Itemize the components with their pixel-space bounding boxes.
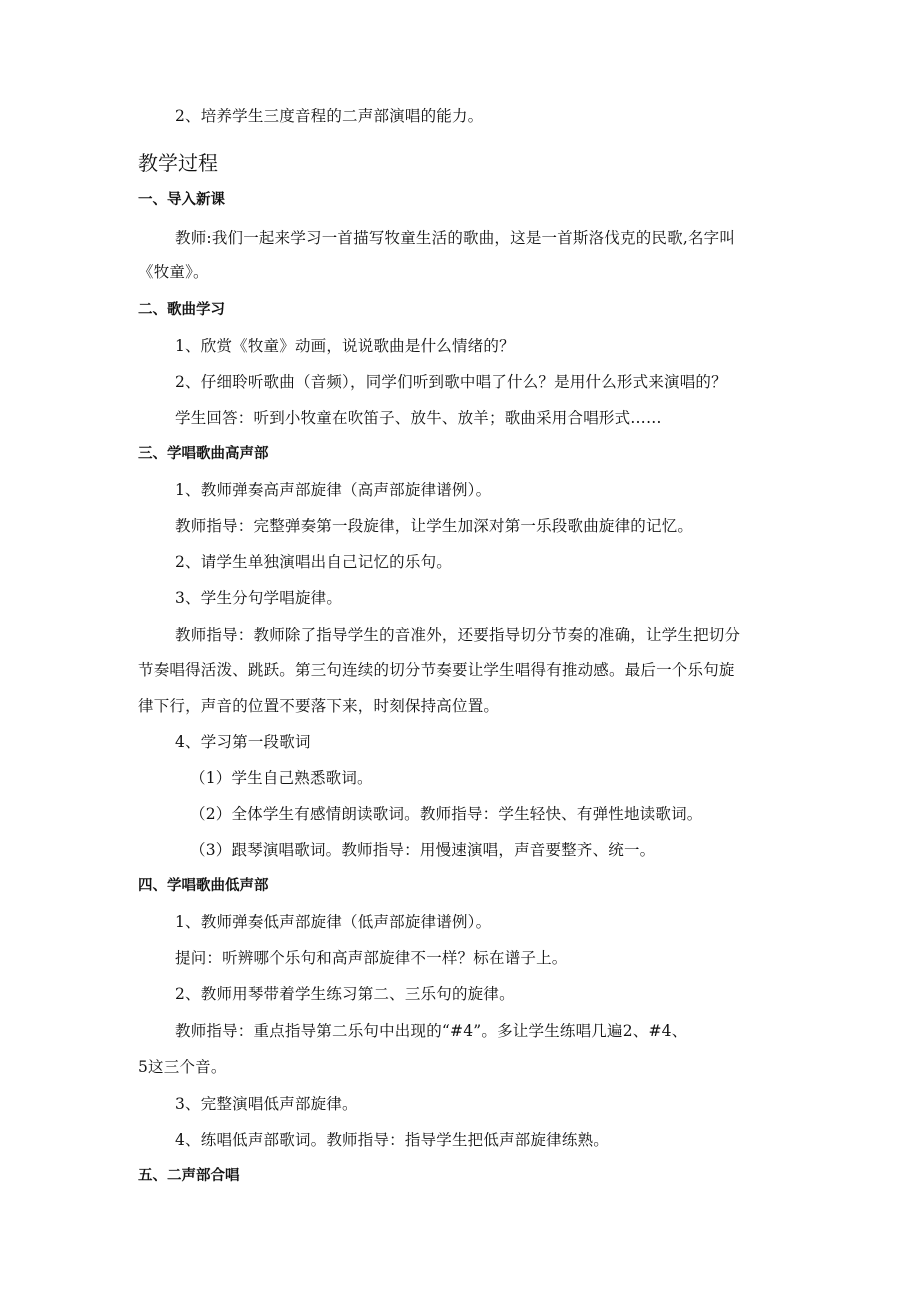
low-voice-guide-line-2: 5这三个音。	[138, 1058, 227, 1076]
low-voice-question: 提问：听辨哪个乐句和高声部旋律不一样？标在谱子上。	[175, 949, 568, 967]
low-voice-guide-line-1: 教师指导：重点指导第二乐句中出现的“#4”。多让学生练唱几遍2、#4、	[175, 1022, 688, 1040]
heading-high-voice: 三、学唱歌曲高声部	[138, 446, 269, 462]
high-voice-item-1: 1、教师弹奏高声部旋律（高声部旋律谱例）。	[175, 481, 492, 499]
intro-paragraph-line-2: 《牧童》。	[138, 263, 209, 281]
low-voice-item-4: 4、练唱低声部歌词。教师指导：指导学生把低声部旋律练熟。	[175, 1131, 609, 1149]
intro-paragraph-line-1: 教师:我们一起来学习一首描写牧童生活的歌曲，这是一首斯洛伐克的民歌,名字叫	[175, 229, 736, 247]
lyrics-step-1: （1）学生自己熟悉歌词。	[190, 769, 373, 787]
high-voice-guide-2-line-3: 律下行，声音的位置不要落下来，时刻保持高位置。	[138, 697, 500, 715]
lyrics-step-3: （3）跟琴演唱歌词。教师指导：用慢速演唱，声音要整齐、统一。	[190, 841, 656, 859]
heading-low-voice: 四、学唱歌曲低声部	[138, 878, 269, 894]
high-voice-guide-2-line-1: 教师指导：教师除了指导学生的音准外，还要指导切分节奏的准确，让学生把切分	[175, 626, 741, 644]
heading-two-part-chorus: 五、二声部合唱	[138, 1168, 240, 1184]
low-voice-item-3: 3、完整演唱低声部旋律。	[175, 1095, 358, 1113]
song-study-item-2: 2、仔细聆听歌曲（音频），同学们听到歌中唱了什么？是用什么形式来演唱的？	[175, 373, 727, 391]
heading-introduction: 一、导入新课	[138, 192, 225, 208]
low-voice-item-2: 2、教师用琴带着学生练习第二、三乐句的旋律。	[175, 985, 515, 1003]
high-voice-item-4: 4、学习第一段歌词	[175, 733, 311, 751]
high-voice-guide-1: 教师指导：完整弹奏第一段旋律，让学生加深对第一乐段歌曲旋律的记忆。	[175, 517, 694, 535]
low-voice-item-1: 1、教师弹奏低声部旋律（低声部旋律谱例）。	[175, 913, 492, 931]
heading-song-study: 二、歌曲学习	[138, 302, 225, 318]
section-title: 教学过程	[138, 151, 218, 175]
lyrics-step-2: （2）全体学生有感情朗读歌词。教师指导：学生轻快、有弹性地读歌词。	[190, 805, 703, 823]
teaching-goal-2: 2、培养学生三度音程的二声部演唱的能力。	[175, 107, 484, 125]
student-answer: 学生回答：听到小牧童在吹笛子、放牛、放羊；歌曲采用合唱形式……	[175, 409, 662, 427]
high-voice-item-2: 2、请学生单独演唱出自己记忆的乐句。	[175, 553, 452, 571]
song-study-item-1: 1、欣赏《牧童》动画，说说歌曲是什么情绪的？	[175, 337, 515, 355]
high-voice-guide-2-line-2: 节奏唱得活泼、跳跃。第三句连续的切分节奏要让学生唱得有推动感。最后一个乐句旋	[138, 661, 735, 679]
high-voice-item-3: 3、学生分句学唱旋律。	[175, 589, 343, 607]
